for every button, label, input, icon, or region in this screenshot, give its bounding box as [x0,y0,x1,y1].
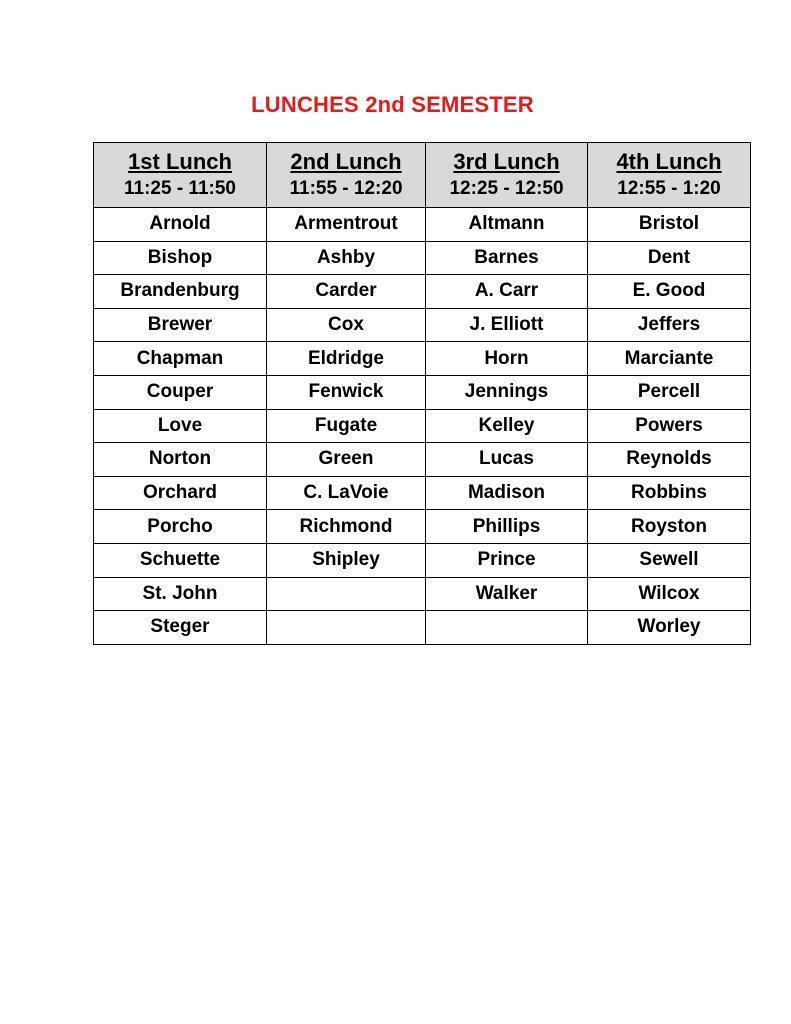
table-cell: Lucas [426,443,588,477]
table-cell: Phillips [426,510,588,544]
table-cell: St. John [94,577,267,611]
table-cell: E. Good [588,275,751,309]
table-cell: Worley [588,611,751,645]
table-cell: Altmann [426,208,588,242]
table-cell: Prince [426,543,588,577]
table-cell: Powers [588,409,751,443]
table-cell: Madison [426,476,588,510]
table-cell [267,611,426,645]
table-cell: C. LaVoie [267,476,426,510]
table-row [94,308,751,342]
header-cell-4th-lunch [588,143,751,208]
table-cell: Schuette [94,543,267,577]
table-cell [267,577,426,611]
table-cell: Dent [588,241,751,275]
table-cell: A. Carr [426,275,588,309]
header-cell-1st-lunch [94,143,267,208]
table-row [94,342,751,376]
table-cell: Horn [426,342,588,376]
table-cell: Shipley [267,543,426,577]
table-row [94,208,751,242]
table-cell: Fugate [267,409,426,443]
table-row [94,611,751,645]
table-cell: Cox [267,308,426,342]
table-body [94,208,751,645]
lunch-time: 11:55 - 12:20 [289,178,403,199]
lunch-name: 1st Lunch [128,149,232,174]
table-cell: Bishop [94,241,267,275]
table-cell: Armentrout [267,208,426,242]
table-cell [426,611,588,645]
table-cell: Fenwick [267,375,426,409]
table-cell: Brandenburg [94,275,267,309]
table-cell: Wilcox [588,577,751,611]
table-cell: Kelley [426,409,588,443]
lunch-time: 12:25 - 12:50 [449,178,564,199]
table-cell: Couper [94,375,267,409]
table-row [94,443,751,477]
table-cell: Marciante [588,342,751,376]
table-cell: Walker [426,577,588,611]
table-cell: Arnold [94,208,267,242]
table-cell: Percell [588,375,751,409]
table-cell: Norton [94,443,267,477]
table-cell: Orchard [94,476,267,510]
table-cell: Ashby [267,241,426,275]
table-row [94,543,751,577]
table-cell: Love [94,409,267,443]
table-row [94,510,751,544]
lunch-name: 4th Lunch [616,149,722,174]
table-cell: Porcho [94,510,267,544]
table-cell: Green [267,443,426,477]
table-row [94,409,751,443]
table-cell: Jennings [426,375,588,409]
table-cell: Richmond [267,510,426,544]
table-cell: Robbins [588,476,751,510]
table-header [94,143,751,208]
table-cell: Chapman [94,342,267,376]
table-cell: Reynolds [588,443,751,477]
lunch-name: 3rd Lunch [453,149,560,174]
table-row [94,577,751,611]
table-cell: Jeffers [588,308,751,342]
lunch-time: 11:25 - 11:50 [124,178,236,199]
table-cell: Royston [588,510,751,544]
lunch-schedule-table [93,142,751,645]
table-row [94,241,751,275]
table-cell: Barnes [426,241,588,275]
table-row [94,275,751,309]
table-cell: Sewell [588,543,751,577]
lunch-time: 12:55 - 1:20 [617,178,721,199]
table-cell: Eldridge [267,342,426,376]
page-title-text: LUNCHES 2nd SEMESTER [251,92,534,117]
page-title [0,92,791,118]
table-cell: Bristol [588,208,751,242]
header-row [94,143,751,208]
table-row [94,375,751,409]
header-cell-2nd-lunch [267,143,426,208]
table-row [94,476,751,510]
header-cell-3rd-lunch [426,143,588,208]
table-cell: J. Elliott [426,308,588,342]
lunch-name: 2nd Lunch [290,149,402,174]
table-cell: Carder [267,275,426,309]
table-cell: Brewer [94,308,267,342]
table-cell: Steger [94,611,267,645]
